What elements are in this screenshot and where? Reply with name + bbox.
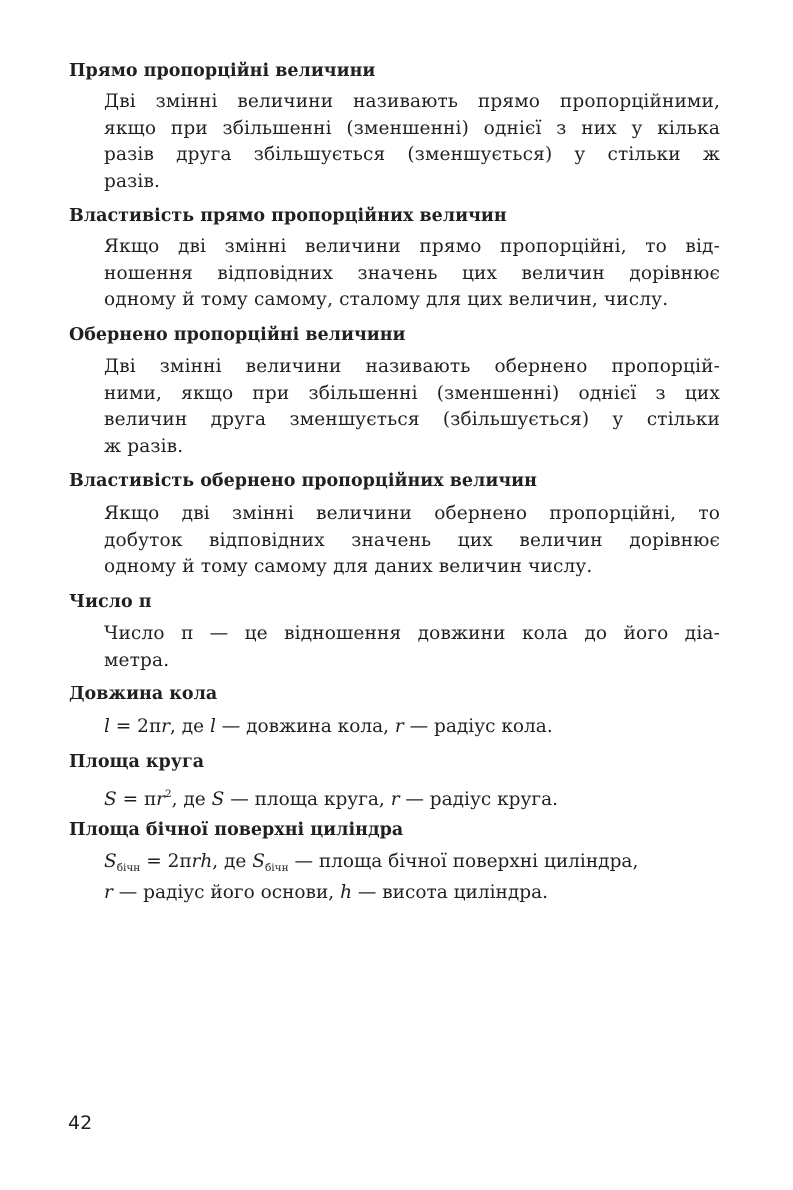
- formula-circle-area: [104, 781, 558, 814]
- definition-inverse-property: [104, 501, 720, 581]
- var-h: h: [340, 882, 352, 903]
- text-line: Число π — це відношення довжини кола до його діа-: [104, 623, 720, 644]
- formula-part: — радіус кола.: [403, 716, 553, 737]
- formula-circle-length: [104, 714, 553, 741]
- text-line: ними, якщо при збільшенні (зменшенні) однієї з цих: [104, 382, 720, 404]
- formula-part: — площа бічної поверхні циліндра,: [288, 851, 639, 872]
- formula-part: , де: [212, 851, 253, 872]
- formula-cylinder-area-line2: [104, 880, 548, 907]
- heading-pi: Число π: [69, 592, 152, 612]
- text-line: якщо при збільшенні (зменшенні) однієї з них у кілька: [104, 117, 720, 139]
- formula-part: = 2π: [140, 851, 192, 872]
- formula-part: — радіус круга.: [399, 789, 558, 810]
- text-line: метра.: [104, 649, 170, 671]
- text-line: добуток відповідних значень цих величин дорівнює: [104, 529, 720, 551]
- text-line: Якщо дві змінні величини обернено пропорційні, то: [104, 503, 720, 524]
- text-line: разів друга збільшується (зменшується) у стільки ж: [104, 144, 720, 165]
- var-l: l: [209, 716, 216, 737]
- subscript: бічн: [264, 862, 289, 874]
- heading-direct-proportion: Прямо пропорційні величини: [69, 61, 376, 81]
- var-r: r: [156, 789, 165, 810]
- formula-part: , де: [169, 716, 210, 737]
- formula-part: — площа круга,: [224, 789, 391, 810]
- var-l: l: [104, 716, 110, 737]
- text-line: Якщо дві змінні величини прямо пропорційні, то від-: [104, 236, 720, 257]
- formula-part: — радіус його основи,: [112, 882, 341, 903]
- var-r: r: [390, 789, 400, 810]
- var-r: r: [161, 716, 170, 737]
- formula-part: — довжина кола,: [215, 716, 395, 737]
- exponent: 2: [164, 788, 172, 800]
- subscript: бічн: [116, 862, 141, 874]
- text-line: одному й тому самому, сталому для цих величин, числу.: [104, 289, 669, 310]
- text-line: разів.: [104, 170, 161, 192]
- var-s: S: [211, 789, 225, 810]
- formula-part: = 2π: [109, 716, 162, 737]
- definition-direct-property: [104, 234, 720, 314]
- var-rh: rh: [191, 851, 213, 872]
- text-line: одному й тому самому для даних величин числу.: [104, 556, 593, 577]
- text-line: ношення відповідних значень цих величин дорівнює: [104, 262, 720, 284]
- heading-circle-length: Довжина кола: [69, 684, 218, 704]
- formula-part: , де: [171, 789, 212, 810]
- definition-inverse-proportion: [104, 354, 720, 460]
- heading-circle-area: Площа круга: [69, 752, 205, 772]
- formula-part: — висота циліндра.: [352, 882, 549, 903]
- var-s: S: [104, 851, 117, 872]
- text-line: Дві змінні величини називають обернено пропорцій-: [104, 356, 720, 377]
- heading-direct-property: Властивість прямо пропорційних величин: [69, 206, 507, 226]
- heading-cylinder-area: Площа бічної поверхні циліндра: [69, 820, 404, 840]
- formula-cylinder-area-line1: [104, 849, 638, 882]
- formula-part: = π: [116, 789, 157, 810]
- text-line: Дві змінні величини називають прямо пропорційними,: [104, 91, 720, 112]
- text-line: ж разів.: [104, 435, 184, 457]
- var-r: r: [394, 716, 404, 737]
- var-r: r: [104, 882, 113, 903]
- page-number: 42: [68, 1112, 93, 1134]
- heading-inverse-proportion: Обернено пропорційні величини: [69, 325, 406, 345]
- definition-pi: [104, 621, 720, 674]
- text-line: величин друга зменшується (збільшується) у стільки: [104, 409, 720, 430]
- definition-direct-proportion: [104, 89, 720, 195]
- heading-inverse-property: Властивість обернено пропорційних величин: [69, 471, 537, 491]
- var-s: S: [252, 851, 265, 872]
- var-s: S: [104, 789, 117, 810]
